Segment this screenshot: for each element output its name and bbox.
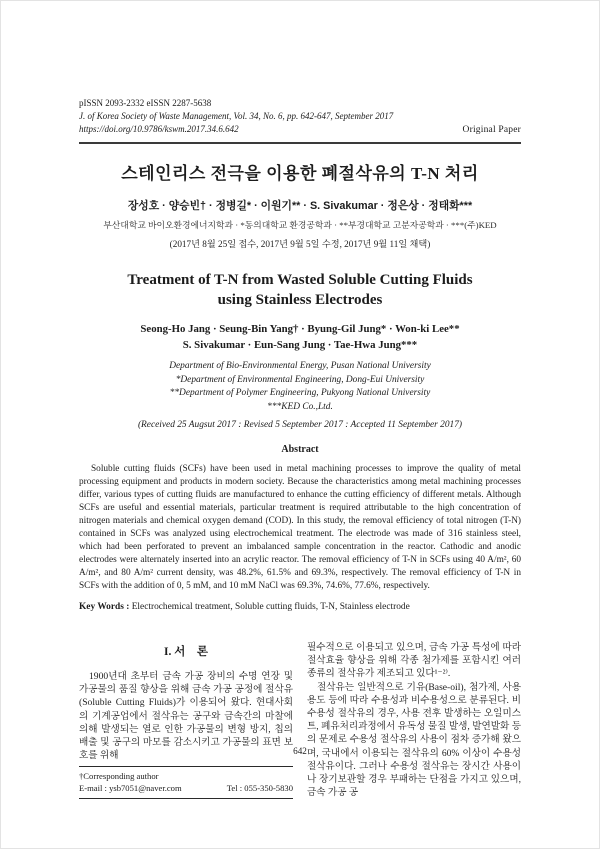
doi-line: https://doi.org/10.9786/kswm.2017.34.6.642 [79, 124, 239, 134]
paper-type-label: Original Paper [462, 125, 521, 135]
header-divider [79, 142, 521, 144]
corresponding-author-label: †Corresponding author [79, 771, 159, 781]
keywords-line [79, 602, 521, 612]
affiliation-line: *Department of Environmental Engineering, Dong-Eui University [175, 374, 425, 385]
email-text: E-mail : ysb7051@naver.com [79, 783, 182, 793]
tel-text: Tel : 055-350-5830 [226, 783, 293, 793]
english-authors-line2: S. Sivakumar · Eun-Sang Jung · Tae-Hwa Jung*** [182, 339, 418, 351]
english-affiliations [79, 360, 521, 414]
page-number: 642 [293, 746, 307, 756]
english-title [79, 270, 521, 310]
journal-header [79, 97, 521, 137]
english-title-line2: using Stainless Electrodes [217, 292, 383, 308]
korean-authors: 장성호 · 양승빈† · 정병길* · 이원기** · S. Sivakumar · 정은상 · 정태화*** [127, 200, 473, 212]
english-authors [79, 321, 521, 353]
korean-affiliation: 부산대학교 바이오환경에너지학과 · *동의대학교 환경공학과 · **부경대학교 고분자공학과 · ***(주)KED [103, 220, 497, 230]
affiliation-line: ***KED Co.,Ltd. [267, 401, 333, 412]
left-column [79, 641, 293, 799]
abstract-text: Soluble cutting fluids (SCFs) have been used in metal machining processes to improve the quality of metal processing equipment and products in modern society. Because the characteristics among metal machining processes differ, various types of cutting fluids are manufactured to enhance the cutting efficiency of different metals. Although SCFs are useful and essential materials, particular treatment is required attributable to the high concentration of nitrogen materials and chemical oxygen demand (COD). In this study, the removal efficiency of total nitrogen (T-N) contained in SCFs was analyzed using electrochemical treatment. The electrode was made of 316 stainless steel, which had been perforated to prevent an imbalanced sample concentration in the reactor. Cathodic and anodic electrodes were alternately inserted into an acrylic reactor. The removal efficiency of T-N in SCFs using 40 A/m², 60 A/m², and 80 A/m² current density, was 48.2%, 61.5% and 69.3%, respectively. The removal efficiency of T-N in SCFs with the addition of 0, 5 mM, and 10 mM NaCl was 69.3%, 74.6%, 77.6%, respectively. [79, 464, 521, 591]
right-column-paragraph-1: 필수적으로 이용되고 있으며, 금속 가공 특성에 따라 절삭효율 향상을 위해 각종 첨가제를 포함시킨 여러 종류의 절삭유가 제조되고 있다¹⁻²⁾. [307, 642, 521, 680]
english-authors-line1: Seong-Ho Jang · Seung-Bin Yang† · Byung-Gil Jung* · Won-ki Lee** [140, 323, 460, 335]
journal-line: J. of Korea Society of Waste Management, Vol. 34, No. 6, pp. 642-647, September 2017 [79, 111, 394, 121]
korean-received-line: (2017년 8월 25일 접수, 2017년 9월 5일 수정, 2017년 9월 11일 채택) [169, 239, 431, 249]
english-title-line1: Treatment of T-N from Wasted Soluble Cutting Fluids [127, 272, 473, 288]
right-column [307, 641, 521, 799]
keywords-label: Key Words : [79, 602, 130, 612]
left-column-paragraph: 1900년대 초부터 금속 가공 장비의 수명 연장 및 가공물의 품질 향상을 위해 금속 가공 공정에 절삭유 (Soluble Cutting Fluids)가 이용되어 왔다. 현대사회의 기계공업에서 절삭유는 공구와 금속간의 마찰에 의해 발생되는 열로 인한 가공물의 변형 방지, 칩의 배출 및 공구의 마모를 감소시키고 가공물의 표면 보호를 위해 [79, 671, 293, 762]
two-column-body [79, 641, 521, 799]
keywords-text: Electrochemical treatment, Soluble cutting fluids, T-N, Stainless electrode [131, 602, 410, 612]
affiliation-line: Department of Bio-Environmental Energy, Pusan National University [169, 361, 431, 371]
english-received-line: (Received 25 Augsut 2017 : Revised 5 September 2017 : Accepted 11 September 2017) [137, 420, 463, 430]
abstract-heading: Abstract [281, 444, 319, 455]
right-column-paragraph-2: 절삭유는 일반적으로 기유(Base-oil), 첨가제, 사용용도 등에 따라 수용성과 비수용성으로 분류된다. 비수용성 절삭유의 경우, 사용 전후 발생하는 오일미스트, 폐유처리과정에서 유독성 물질 발생, 발연발화 등의 문제로 수용성 절삭유의 사용이 점차 증가해 왔으며, 국내에서 이용되는 절삭유의 60% 이상이 수용성 절삭유이다. 그러나 수용성 절삭유는 장시간 사용이나 장기보관할 경우 부패하는 단점을 가지고 있으며, 금속 가공 공 [307, 681, 521, 799]
korean-title: 스테인리스 전극을 이용한 폐절삭유의 T-N 처리 [121, 164, 479, 183]
affiliation-line: **Department of Polymer Engineering, Pukyong National University [169, 388, 431, 398]
section-heading: I. 서 론 [164, 646, 208, 658]
issn-line: pISSN 2093-2332 eISSN 2287-5638 [79, 98, 212, 108]
corresponding-author-footnote [79, 766, 293, 799]
